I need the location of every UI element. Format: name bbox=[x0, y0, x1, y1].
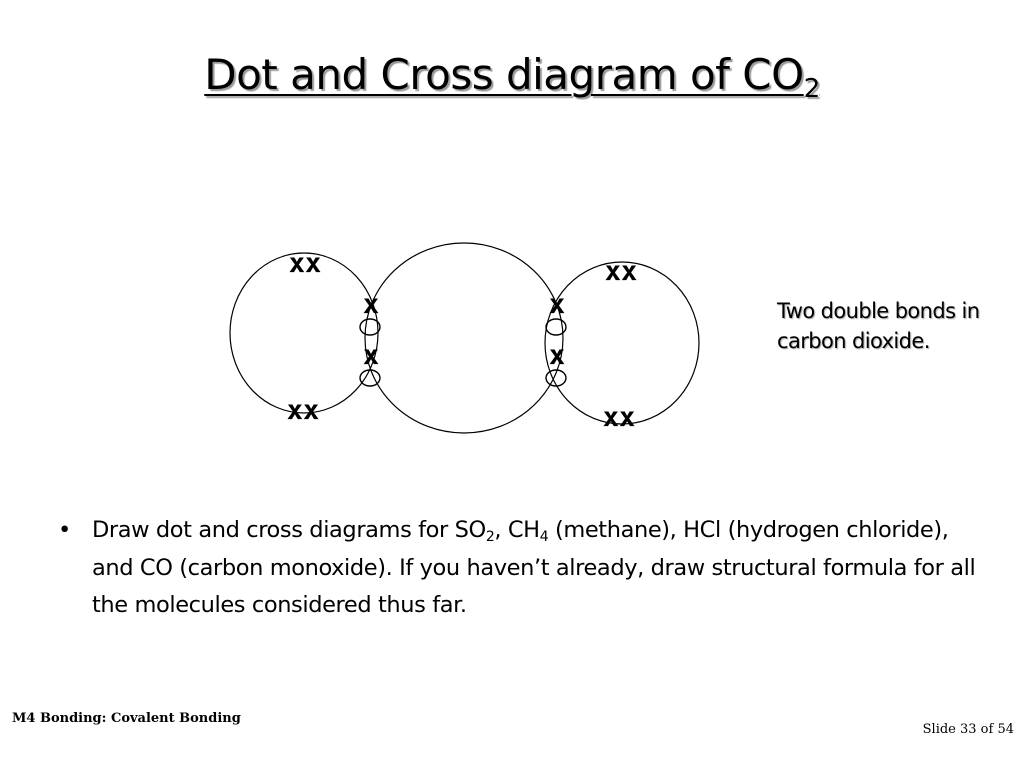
bullet-item bbox=[52, 512, 982, 625]
bullet-subscript: 2 bbox=[485, 529, 495, 545]
bullet-text-part: , CH bbox=[494, 517, 540, 543]
slide-title-subscript: 2 bbox=[803, 74, 820, 104]
diagram-caption: Two double bonds in carbon dioxide. bbox=[777, 299, 980, 353]
electron-cross: x bbox=[548, 289, 566, 320]
electron-cross: x bbox=[362, 340, 380, 371]
bullet-text-part: (methane), HCl (hydrogen chloride), and CO (carbon monoxide). If you haven’t already, draw structural formula for all the molecules considered thus far. bbox=[92, 517, 976, 618]
electron-cross-pair: xx bbox=[602, 402, 636, 433]
electron-cross: x bbox=[548, 340, 566, 371]
slide-title-text: Dot and Cross diagram of CO bbox=[204, 50, 804, 99]
bullet-text-part: Draw dot and cross diagrams for SO bbox=[92, 517, 486, 543]
electron-cross-pair: xx bbox=[604, 256, 638, 287]
electron-cross: x bbox=[362, 289, 380, 320]
electron-dot bbox=[546, 319, 566, 335]
electron-dot bbox=[360, 370, 380, 386]
footer-slide-number: Slide 33 of 54 bbox=[922, 722, 1014, 737]
footer-course-title: M4 Bonding: Covalent Bonding bbox=[12, 711, 241, 726]
bullet-text bbox=[92, 512, 982, 625]
electron-cross-pair: xx bbox=[286, 395, 320, 426]
electron-cross-pair: xx bbox=[288, 248, 322, 279]
electron-dot bbox=[360, 319, 380, 335]
bullet-subscript: 4 bbox=[539, 529, 549, 545]
bullet-symbol: • bbox=[58, 517, 71, 543]
carbon-shell bbox=[362, 243, 566, 433]
